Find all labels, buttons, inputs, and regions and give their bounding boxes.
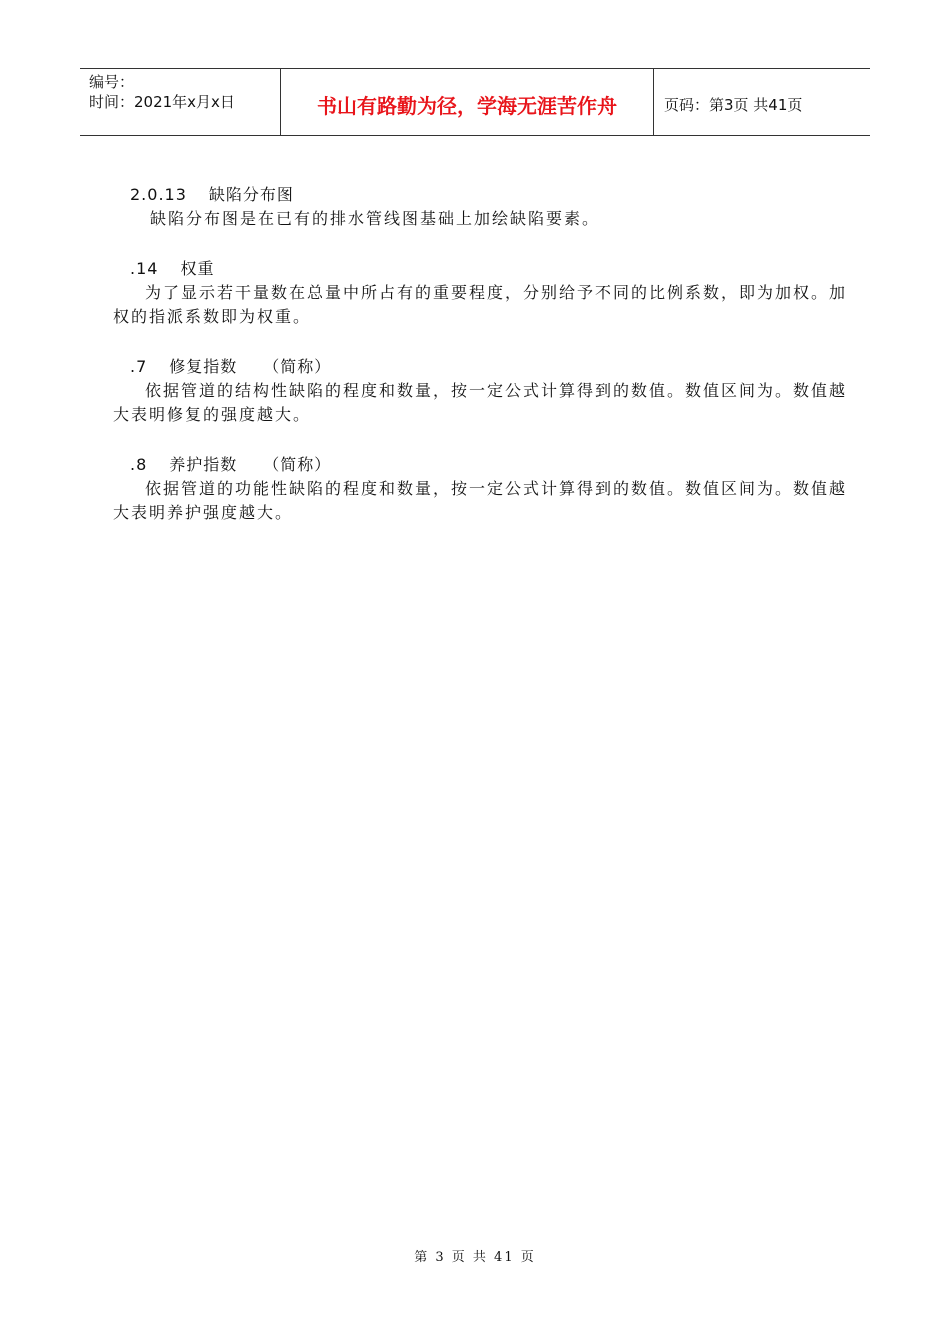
term-number: 2.0.13 xyxy=(130,185,187,204)
term-definition: 缺陷分布图是在已有的排水管线图基础上加绘缺陷要素。 xyxy=(150,209,601,228)
section-weight xyxy=(113,257,863,329)
date-label: 时间：2021年x月x日 xyxy=(89,93,235,111)
document-body xyxy=(113,183,863,525)
page-footer: 第 3 页 共 41 页 xyxy=(414,1250,536,1265)
term-definition: 为了显示若干量数在总量中所占有的重要程度，分别给予不同的比例系数，即为加权。加权的指派系数即为权重。 xyxy=(113,283,848,326)
term-title: 养护指数 xyxy=(169,455,238,474)
page-header xyxy=(80,68,870,136)
section-repair-index xyxy=(113,355,863,427)
header-motto: 书山有路勤为径，学海无涯苦作舟 xyxy=(281,69,654,135)
term-number: .8 xyxy=(130,455,148,474)
term-suffix: （简称） xyxy=(263,455,332,474)
term-title: 权重 xyxy=(180,259,215,278)
term-title: 缺陷分布图 xyxy=(208,185,294,204)
term-definition: 依据管道的结构性缺陷的程度和数量，按一定公式计算得到的数值。数值区间为。数值越大表明修复的强度越大。 xyxy=(113,381,848,424)
term-title: 修复指数 xyxy=(169,357,238,376)
term-heading xyxy=(113,355,863,379)
section-maintenance-index xyxy=(113,453,863,525)
term-heading xyxy=(113,453,863,477)
term-suffix: （简称） xyxy=(263,357,332,376)
term-heading xyxy=(113,257,863,281)
term-number: .14 xyxy=(130,259,159,278)
header-meta xyxy=(80,69,281,135)
header-page-info: 页码：第3页 共41页 xyxy=(664,95,803,114)
term-number: .7 xyxy=(130,357,148,376)
term-definition: 依据管道的功能性缺陷的程度和数量，按一定公式计算得到的数值。数值区间为。数值越大表明养护强度越大。 xyxy=(113,479,848,522)
section-defect-map xyxy=(113,183,863,231)
term-heading xyxy=(113,183,863,207)
serial-label: 编号： xyxy=(89,73,135,91)
